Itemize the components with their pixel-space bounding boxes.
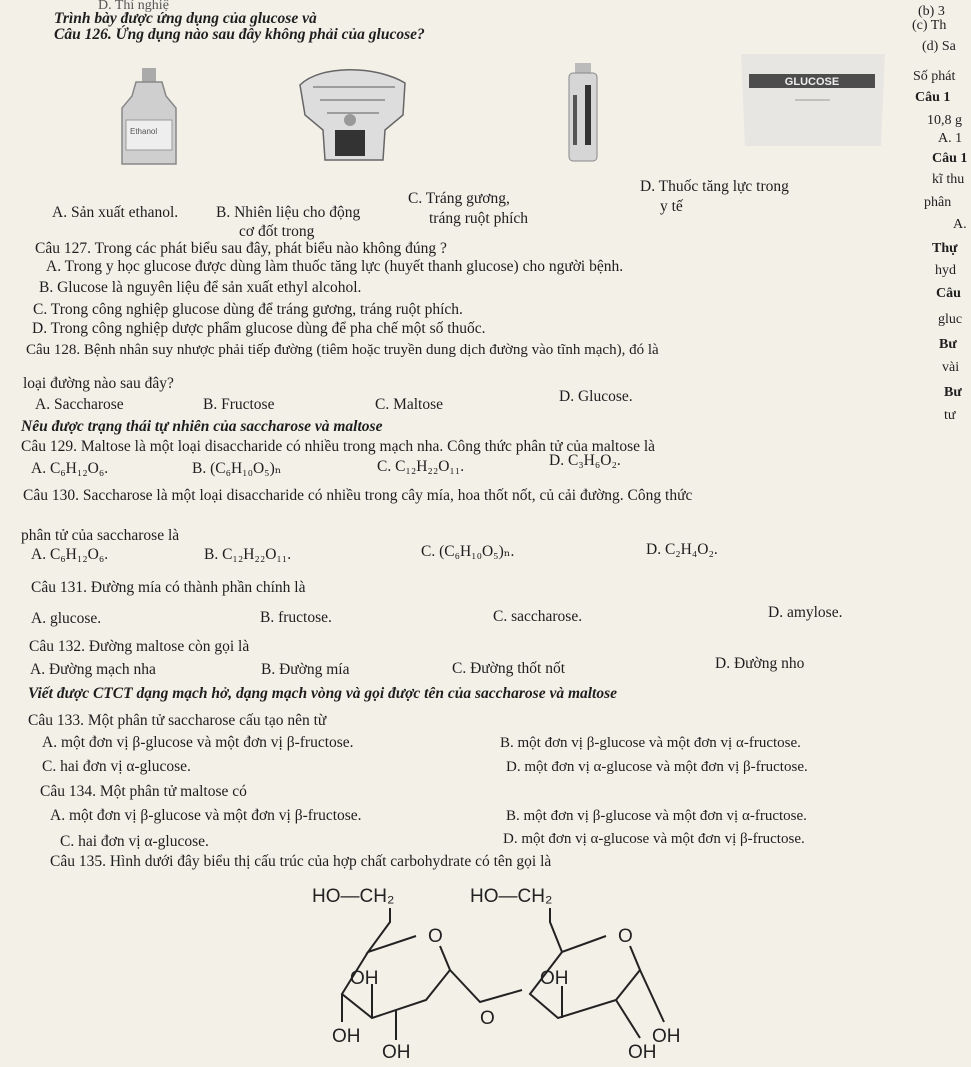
ring2-oh-label: OH <box>540 968 569 989</box>
margin-text: (b) 3 <box>918 4 945 19</box>
q135-stem: Câu 135. Hình dưới đây biểu thị cấu trúc của hợp chất carbohydrate có tên gọi là <box>50 853 552 870</box>
q126-option-c-line1: C. Tráng gương, <box>408 190 510 207</box>
q132-option-b: B. Đường mía <box>261 661 350 678</box>
q131-option-b: B. fructose. <box>260 609 332 626</box>
q130-option-d: D. C₂H₄O₂. <box>646 541 718 558</box>
margin-text: A. <box>953 217 967 232</box>
q129-option-a: A. C₆H₁₂O₆. <box>31 460 109 477</box>
q129-option-b: B. (C₆H₁₀O₅)ₙ <box>192 460 282 477</box>
section-heading: Nêu được trạng thái tự nhiên của saccharose và maltose <box>21 418 383 435</box>
q128-option-c: C. Maltose <box>375 396 444 413</box>
q131-option-d: D. amylose. <box>768 604 843 621</box>
margin-text: Số phát <box>913 69 956 84</box>
ring1-oh-bottom-label: OH <box>382 1042 411 1062</box>
ethanol-bottle-image <box>96 60 206 170</box>
margin-text: hyd <box>935 263 956 278</box>
ring1-oxygen-label: O <box>428 926 443 947</box>
q128-option-d: D. Glucose. <box>559 388 633 405</box>
q131-stem: Câu 131. Đường mía có thành phần chính là <box>31 579 306 596</box>
margin-text: Câu <box>936 286 961 301</box>
margin-text: Thự <box>932 241 958 256</box>
q133-stem: Câu 133. Một phân tử saccharose cấu tạo nên từ <box>28 712 327 729</box>
margin-text: (c) Th <box>912 18 947 33</box>
q130-option-c: C. (C₆H₁₀O₅)ₙ. <box>421 543 515 560</box>
q132-option-a: A. Đường mạch nha <box>30 661 156 678</box>
q130-option-a: A. C₆H₁₂O₆. <box>31 546 109 563</box>
objective-text: Trình bày được ứng dụng của glucose và <box>54 10 317 27</box>
margin-text: kĩ thu <box>932 172 965 187</box>
q132-option-d: D. Đường nho <box>715 655 805 672</box>
ring1-oh-label: OH <box>350 968 379 989</box>
package-label: GLUCOSE <box>784 76 840 88</box>
q129-option-d: D. C₃H₆O₂. <box>549 452 621 469</box>
q129-stem: Câu 129. Maltose là một loại disaccharide có nhiều trong mạch nha. Công thức phân tử của maltose là <box>21 438 656 455</box>
ring2-ch2-label: HO—CH₂ <box>470 886 553 907</box>
ring2-oxygen-label: O <box>618 926 633 947</box>
cut-off-top-text: D. Thí nghiệ <box>98 0 169 13</box>
margin-text: Bư <box>939 337 957 352</box>
q133-option-b: B. một đơn vị β-glucose và một đơn vị α-fructose. <box>500 735 801 751</box>
q128-option-b: B. Fructose <box>203 396 275 413</box>
q127-option-d: D. Trong công nghiệp dược phẩm glucose dùng để pha chế một số thuốc. <box>32 320 486 337</box>
margin-text: vài <box>942 360 960 375</box>
q131-option-a: A. glucose. <box>31 610 102 627</box>
q126-option-b-line1: B. Nhiên liệu cho động <box>216 204 361 221</box>
margin-text: tư <box>944 408 956 423</box>
svg-text:Ethanol: Ethanol <box>130 127 158 136</box>
ring2-oh-bottom-label: OH <box>628 1042 657 1062</box>
q134-stem: Câu 134. Một phân tử maltose có <box>40 783 247 800</box>
margin-text: (d) Sa <box>922 39 956 54</box>
q127-option-b: B. Glucose là nguyên liệu để sản xuất ethyl alcohol. <box>39 279 362 296</box>
q130-option-b: B. C₁₂H₂₂O₁₁. <box>204 546 292 563</box>
q129-option-c: C. C₁₂H₂₂O₁₁. <box>377 458 465 475</box>
q128-stem: Câu 128. Bệnh nhân suy nhược phải tiếp đường (tiêm hoặc truyền dung dịch đường vào tĩnh mạch), đó là <box>26 342 659 358</box>
q132-option-c: C. Đường thốt nốt <box>452 660 566 677</box>
q126-option-a: A. Sản xuất ethanol. <box>52 204 179 221</box>
margin-text: Câu 1 <box>932 151 968 166</box>
margin-text: Câu 1 <box>915 90 951 105</box>
q126-stem: Câu 126. Ứng dụng nào sau đây không phải của glucose? <box>54 26 425 43</box>
margin-text: 10,8 g <box>927 113 962 128</box>
thermos-image <box>545 55 625 165</box>
q126-option-b-line2: cơ đốt trong <box>239 223 315 240</box>
q134-option-a: A. một đơn vị β-glucose và một đơn vị β-fructose. <box>50 807 362 824</box>
margin-text: A. 1 <box>938 131 963 146</box>
q127-option-a: A. Trong y học glucose được dùng làm thuốc tăng lực (huyết thanh glucose) cho người bệnh. <box>46 258 624 275</box>
q128-option-a: A. Saccharose <box>35 396 124 413</box>
q134-option-c: C. hai đơn vị α-glucose. <box>60 833 209 850</box>
q134-option-b: B. một đơn vị β-glucose và một đơn vị α-fructose. <box>506 808 807 824</box>
q126-option-d-line1: D. Thuốc tăng lực trong <box>640 178 789 195</box>
ring1-oh-bottom-left-label: OH <box>332 1026 361 1047</box>
q134-option-d: D. một đơn vị α-glucose và một đơn vị β-fructose. <box>503 831 805 847</box>
bridge-oxygen-label: O <box>480 1008 495 1029</box>
margin-text: Bư <box>944 385 962 400</box>
q132-stem: Câu 132. Đường maltose còn gọi là <box>29 638 250 655</box>
q126-option-c-line2: tráng ruột phích <box>429 210 529 227</box>
q133-option-d: D. một đơn vị α-glucose và một đơn vị β-fructose. <box>506 759 808 775</box>
q130-stem-continued: phân tử của saccharose là <box>21 527 180 544</box>
q126-option-d-line2: y tế <box>660 198 683 215</box>
ring1-ch2-label: HO—CH₂ <box>312 886 395 907</box>
q133-option-a: A. một đơn vị β-glucose và một đơn vị β-fructose. <box>42 734 354 751</box>
q130-stem: Câu 130. Saccharose là một loại disaccharide có nhiều trong cây mía, hoa thốt nốt, củ cải đường. Công thức <box>23 487 693 504</box>
maltose-structure-diagram <box>300 872 720 1062</box>
q133-option-c: C. hai đơn vị α-glucose. <box>42 758 191 775</box>
margin-text: phân <box>924 195 952 210</box>
engine-image <box>285 55 420 175</box>
section-heading-2: Viết được CTCT dạng mạch hở, dạng mạch vòng và gọi được tên của saccharose và maltose <box>28 685 618 702</box>
q128-stem-continued: loại đường nào sau đây? <box>23 375 174 392</box>
q131-option-c: C. saccharose. <box>493 608 583 625</box>
margin-text: gluc <box>938 312 963 327</box>
glucose-package-image <box>735 50 890 150</box>
q127-stem: Câu 127. Trong các phát biểu sau đây, phát biểu nào không đúng ? <box>35 240 447 257</box>
q127-option-c: C. Trong công nghiệp glucose dùng để tráng gương, tráng ruột phích. <box>33 301 463 318</box>
ring2-oh-right-label: OH <box>652 1026 681 1047</box>
